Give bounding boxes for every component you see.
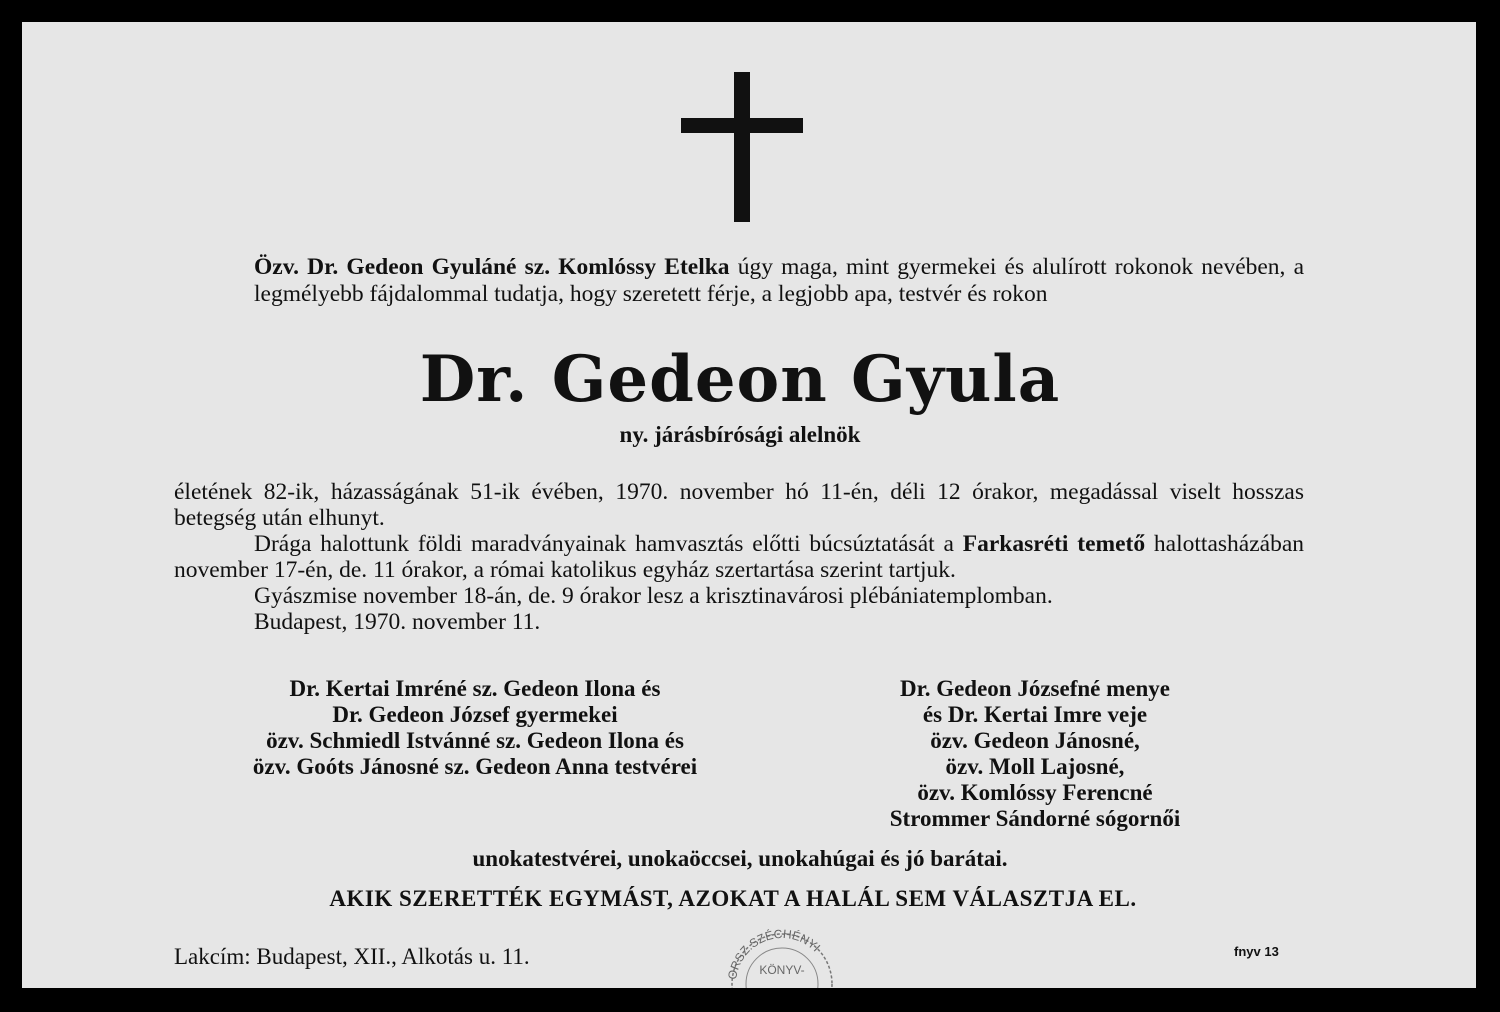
mourners-right-column xyxy=(800,676,1270,832)
address: Lakcím: Budapest, XII., Alkotás u. 11. xyxy=(174,944,530,969)
svg-text:ORSZ.SZÉCHÉNYI: ORSZ.SZÉCHÉNYI xyxy=(725,926,824,981)
announcement-body xyxy=(174,479,1304,635)
deceased-name: Dr. Gedeon Gyula xyxy=(419,342,1061,417)
closing-line: unokatestvérei, unokaöccsei, unokahúgai és jó barátai. xyxy=(472,846,1008,871)
library-stamp xyxy=(722,922,842,988)
svg-text:KÖNYV-: KÖNYV- xyxy=(759,963,805,977)
intro-text: úgy maga, mint gyermekei és alulírott rokonok nevében, a legmélyebb fájdalommal tudatja, hogy szeretett férje, a legjobb apa, testvér és rokon xyxy=(254,254,1304,307)
deceased-title: ny. járásbírósági alelnök xyxy=(619,422,861,447)
cemetery-name: Farkasréti temető xyxy=(962,531,1146,557)
mourner-line: Dr. Gedeon József gyermekei xyxy=(332,702,618,727)
mass-details: Gyászmise november 18-án, de. 9 órakor lesz a krisztinavárosi plébániatemplomban. xyxy=(254,583,1053,609)
place-date: Budapest, 1970. november 11. xyxy=(254,609,541,635)
archive-code: fnyv 13 xyxy=(1234,944,1279,959)
mourner-line: Dr. Gedeon Józsefné menye xyxy=(900,676,1170,701)
mourner-line: és Dr. Kertai Imre veje xyxy=(922,702,1148,727)
intro-paragraph xyxy=(174,254,1304,308)
mourner-line: özv. Komlóssy Ferencné xyxy=(917,780,1153,805)
mourner-line: özv. Schmiedl Istvánné sz. Gedeon Ilona és xyxy=(266,728,684,753)
mourner-line: Strommer Sándorné sógornői xyxy=(889,806,1181,831)
mourner-line: Dr. Kertai Imréné sz. Gedeon Ilona és xyxy=(289,676,661,701)
cross-icon xyxy=(681,72,803,224)
sender-name: Özv. Dr. Gedeon Gyuláné sz. Komlóssy Etelka xyxy=(254,254,730,280)
mourner-line: özv. Goóts Jánosné sz. Gedeon Anna testvérei xyxy=(252,754,698,779)
mourner-line: özv. Gedeon Jánosné, xyxy=(930,728,1140,753)
mourner-line: özv. Moll Lajosné, xyxy=(945,754,1125,779)
motto: AKIK SZERETTÉK EGYMÁST, AZOKAT A HALÁL SEM VÁLASZTJA EL. xyxy=(329,886,1137,911)
funeral-details: Drága halottunk földi maradványainak hamvasztás előtti búcsúztatását a Farkasréti temető halottasházában november 17-én, de. 11 órakor, a római katolikus egyház szertartása szerint tartjuk. xyxy=(174,531,1304,583)
mourners-left-column xyxy=(160,676,790,780)
death-details: életének 82-ik, házasságának 51-ik évében, 1970. november hó 11-én, déli 12 órakor, megadással viselt hosszas betegség után elhunyt. xyxy=(174,479,1304,531)
